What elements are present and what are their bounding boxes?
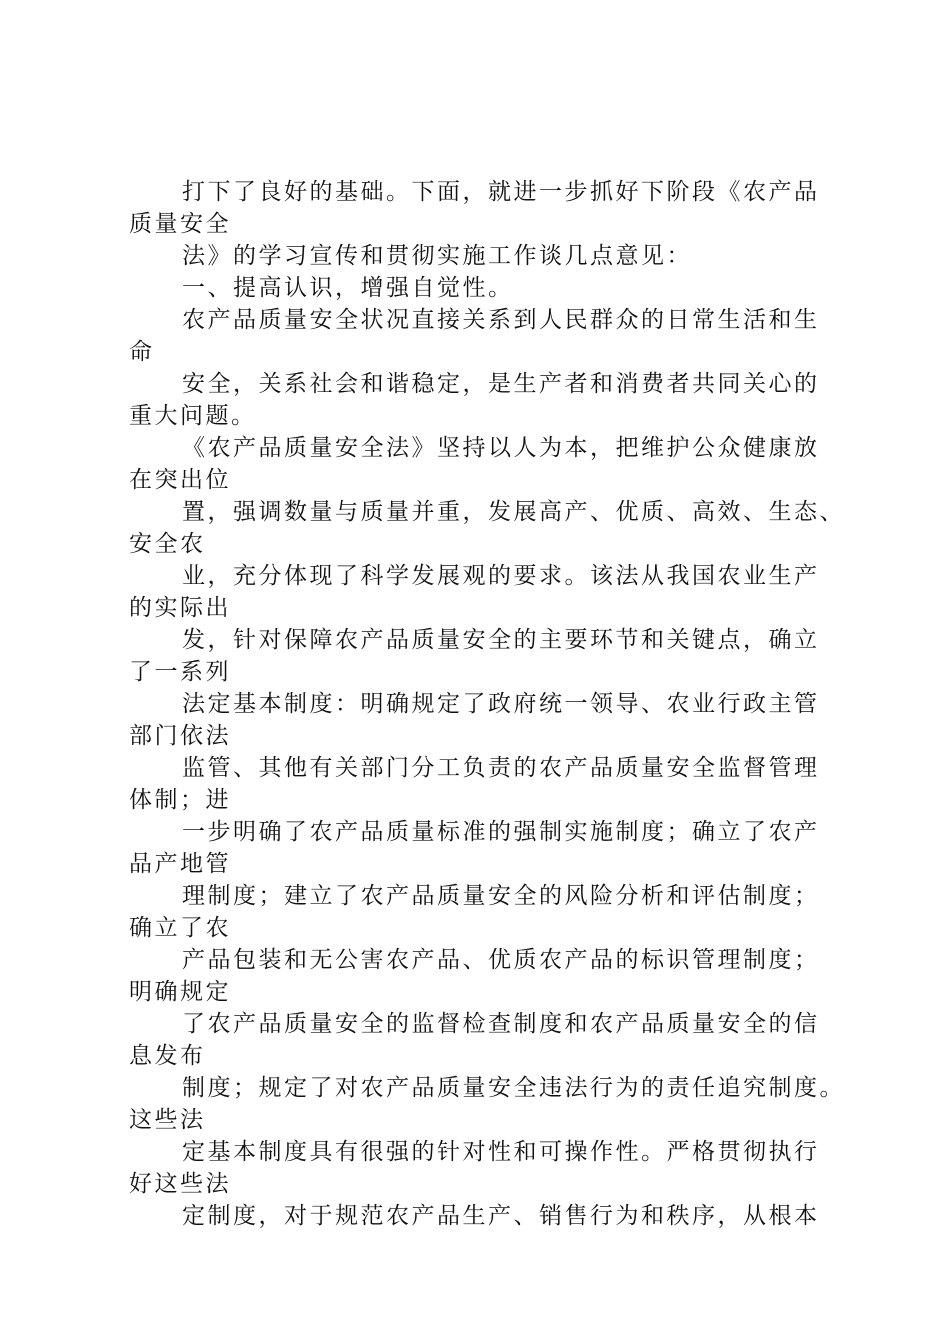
continuation-line: 安全农 bbox=[129, 531, 206, 557]
continuation-line: 这些法 bbox=[129, 1107, 206, 1133]
continuation-line: 质量安全 bbox=[129, 211, 231, 237]
paragraph-line: 产品包装和无公害农产品、优质农产品的标识管理制度； bbox=[182, 947, 820, 973]
paragraph-line: 打下了良好的基础。下面，就进一步抓好下阶段《农产品 bbox=[182, 179, 820, 205]
paragraph-line: 置，强调数量与质量并重，发展高产、优质、高效、生态、 bbox=[182, 499, 845, 525]
paragraph-line: 法定基本制度：明确规定了政府统一领导、农业行政主管 bbox=[182, 691, 820, 717]
paragraph-line: 业，充分体现了科学发展观的要求。该法从我国农业生产 bbox=[182, 563, 820, 589]
paragraph-line: 制度；规定了对农产品质量安全违法行为的责任追究制度。 bbox=[182, 1075, 845, 1101]
paragraph-line: 一、提高认识，增强自觉性。 bbox=[182, 275, 514, 301]
paragraph-line: 发，针对保障农产品质量安全的主要环节和关键点，确立 bbox=[182, 627, 820, 653]
continuation-line: 品产地管 bbox=[129, 851, 231, 877]
paragraph-line: 定基本制度具有很强的针对性和可操作性。严格贯彻执行 bbox=[182, 1139, 820, 1165]
paragraph-line: 安全，关系社会和谐稳定，是生产者和消费者共同关心的 bbox=[182, 371, 820, 397]
continuation-line: 确立了农 bbox=[129, 915, 231, 941]
paragraph-line: 定制度，对于规范农产品生产、销售行为和秩序，从根本 bbox=[182, 1203, 820, 1229]
paragraph-line: 《农产品质量安全法》坚持以人为本，把维护公众健康放 bbox=[182, 435, 820, 461]
continuation-line: 的实际出 bbox=[129, 595, 231, 621]
continuation-line: 部门依法 bbox=[129, 723, 231, 749]
paragraph-line: 了农产品质量安全的监督检查制度和农产品质量安全的信 bbox=[182, 1011, 820, 1037]
paragraph-line: 监管、其他有关部门分工负责的农产品质量安全监督管理 bbox=[182, 755, 820, 781]
continuation-line: 了一系列 bbox=[129, 659, 231, 685]
paragraph-line: 法》的学习宣传和贯彻实施工作谈几点意见： bbox=[182, 243, 692, 269]
continuation-line: 好这些法 bbox=[129, 1171, 231, 1197]
continuation-line: 明确规定 bbox=[129, 979, 231, 1005]
continuation-line: 体制；进 bbox=[129, 787, 231, 813]
paragraph-line: 理制度；建立了农产品质量安全的风险分析和评估制度； bbox=[182, 883, 820, 909]
continuation-line: 息发布 bbox=[129, 1043, 206, 1069]
paragraph-line: 农产品质量安全状况直接关系到人民群众的日常生活和生 bbox=[182, 307, 820, 333]
paragraph-line: 一步明确了农产品质量标准的强制实施制度；确立了农产 bbox=[182, 819, 820, 845]
continuation-line: 命 bbox=[129, 339, 155, 365]
body-text bbox=[129, 176, 889, 1232]
continuation-line: 在突出位 bbox=[129, 467, 231, 493]
continuation-line: 重大问题。 bbox=[129, 403, 257, 429]
